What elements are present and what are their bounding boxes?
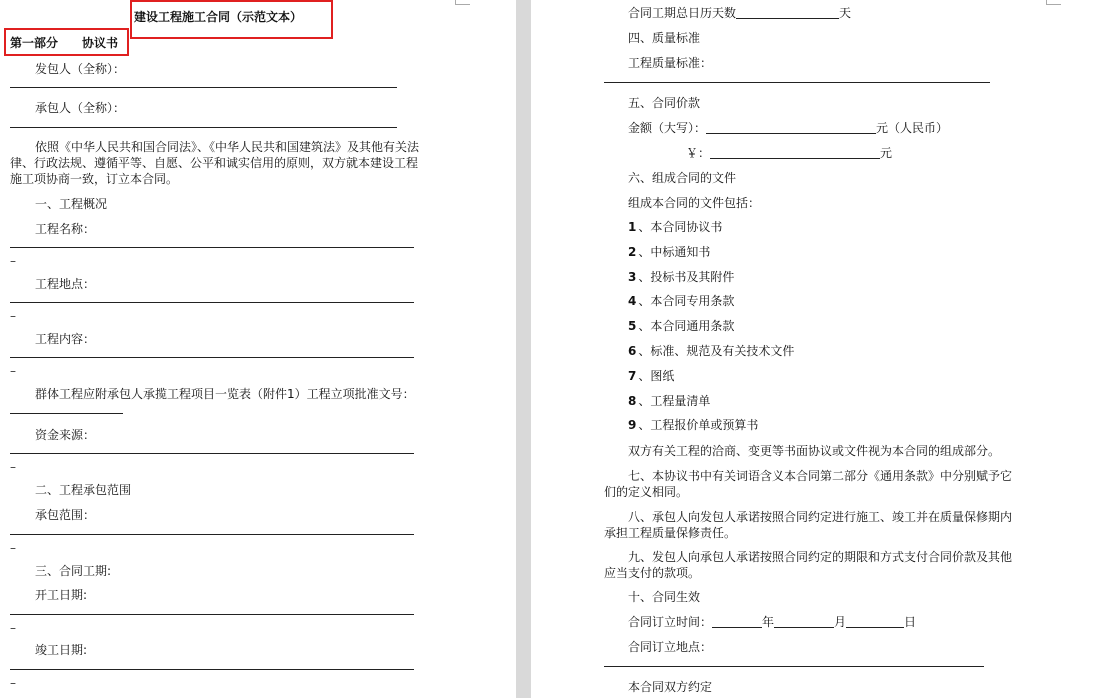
line-marker: – bbox=[10, 254, 16, 268]
contract-doc-text: 、本合同协议书 bbox=[638, 220, 723, 234]
contract-doc-text: 、图纸 bbox=[638, 368, 675, 383]
contract-doc-text: 、本合同专用条款 bbox=[638, 294, 735, 309]
contract-doc-item bbox=[628, 369, 674, 383]
contract-doc-number: 2 bbox=[628, 244, 637, 259]
contract-doc-number: 9 bbox=[628, 418, 637, 433]
intro-paragraph: 依照《中华人民共和国合同法》、《中华人民共和国建筑法》及其他有关法律、行政法规、遵循平等、自愿、公平和诚实信用的原则，双方就本建设工程施工项协商一致，订立本合同。 bbox=[10, 140, 420, 186]
sign-time-label: 合同订立时间： bbox=[628, 615, 713, 629]
employer-label: 发包人（全称）： bbox=[35, 62, 126, 76]
contract-doc-number: 1 bbox=[628, 220, 637, 234]
section-6-heading: 六、组成合同的文件 bbox=[628, 171, 737, 185]
approval-number-line[interactable] bbox=[10, 413, 123, 414]
project-name-label: 工程名称： bbox=[35, 222, 96, 236]
sign-year-field[interactable] bbox=[712, 615, 762, 628]
docs-intro: 组成本合同的文件包括： bbox=[628, 196, 761, 210]
sign-place-line[interactable] bbox=[604, 666, 984, 667]
section-8-paragraph: 八、承包人向发包人承诺按照合同约定进行施工、竣工并在质量保修期内承担工程质量保修责任。 bbox=[604, 510, 1013, 540]
amount-upper-unit: 元（人民币） bbox=[876, 121, 949, 135]
contract-doc-item bbox=[628, 394, 710, 408]
contract-doc-number: 7 bbox=[628, 368, 637, 383]
project-content-line[interactable] bbox=[10, 357, 414, 358]
section-7-paragraph: 七、本协议书中有关词语含义本合同第二部分《通用条款》中分别赋予它们的定义相同。 bbox=[604, 469, 1013, 499]
total-days-unit: 天 bbox=[839, 6, 852, 20]
project-content-label: 工程内容： bbox=[35, 332, 96, 346]
contract-doc-number: 8 bbox=[628, 393, 637, 408]
total-days-label: 合同工期总日历天数 bbox=[628, 6, 737, 20]
sign-place-label: 合同订立地点： bbox=[628, 640, 713, 654]
employer-fill-line[interactable] bbox=[10, 87, 397, 88]
section-2-heading: 二、工程承包范围 bbox=[35, 483, 132, 497]
project-location-label: 工程地点： bbox=[35, 277, 96, 291]
contract-doc-item bbox=[628, 245, 710, 259]
contract-doc-item bbox=[628, 344, 794, 358]
completion-date-label: 竣工日期: bbox=[35, 643, 88, 657]
line-marker: – bbox=[10, 541, 16, 555]
total-days-line bbox=[628, 6, 851, 20]
section-3-heading: 三、合同工期: bbox=[35, 564, 112, 578]
contract-doc-text: 、工程报价单或预算书 bbox=[638, 418, 759, 433]
document-title: 建设工程施工合同（示范文本） bbox=[134, 10, 303, 24]
contract-doc-text: 、中标通知书 bbox=[638, 244, 711, 259]
contract-doc-text: 、标准、规范及有关技术文件 bbox=[638, 344, 795, 358]
completion-date-line[interactable] bbox=[10, 669, 414, 670]
total-days-field[interactable] bbox=[736, 6, 839, 19]
scope-label: 承包范围： bbox=[35, 508, 96, 522]
section-5-heading: 五、合同价款 bbox=[628, 96, 701, 110]
document-page-right bbox=[531, 0, 1104, 698]
contract-doc-number: 6 bbox=[628, 344, 637, 358]
contract-doc-item bbox=[628, 294, 734, 308]
line-marker: – bbox=[10, 621, 16, 635]
funding-label: 资金来源： bbox=[35, 428, 96, 442]
section-4-heading: 四、质量标准 bbox=[628, 31, 701, 45]
year-label: 年 bbox=[762, 615, 775, 629]
contract-doc-item bbox=[628, 319, 734, 333]
line-marker: – bbox=[10, 364, 16, 378]
line-marker: – bbox=[10, 460, 16, 474]
start-date-line[interactable] bbox=[10, 614, 414, 615]
contract-doc-item bbox=[628, 418, 758, 432]
contract-doc-number: 4 bbox=[628, 294, 637, 309]
highlight-box-title bbox=[130, 0, 333, 39]
agreement-line: 本合同双方约定 bbox=[628, 680, 713, 694]
section-9-paragraph: 九、发包人向承包人承诺按照合同约定的期限和方式支付合同价款及其他应当支付的款项。 bbox=[604, 550, 1013, 580]
page-corner-mark bbox=[455, 0, 470, 5]
funding-line[interactable] bbox=[10, 453, 414, 454]
amount-upper-line bbox=[628, 121, 948, 135]
contract-doc-item bbox=[628, 270, 734, 284]
contractor-fill-line[interactable] bbox=[10, 127, 397, 128]
sign-time-line bbox=[628, 615, 916, 629]
docs-note: 双方有关工程的洽商、变更等书面协议或文件视为本合同的组成部分。 bbox=[628, 444, 1001, 458]
quality-standard-line[interactable] bbox=[604, 82, 990, 83]
document-page-left bbox=[0, 0, 516, 698]
section-1-heading: 一、工程概况 bbox=[35, 197, 108, 211]
yen-unit: 元 bbox=[880, 146, 893, 160]
project-name-line[interactable] bbox=[10, 247, 414, 248]
contract-doc-text: 、投标书及其附件 bbox=[638, 269, 735, 284]
part-title: 第一部分 协议书 bbox=[10, 36, 119, 50]
month-label: 月 bbox=[834, 615, 847, 629]
sign-month-field[interactable] bbox=[774, 615, 834, 628]
yen-label: ￥： bbox=[686, 146, 711, 160]
section-10-heading: 十、合同生效 bbox=[628, 590, 701, 604]
amount-upper-field[interactable] bbox=[706, 121, 876, 134]
sign-day-field[interactable] bbox=[846, 615, 904, 628]
contract-doc-text: 、工程量清单 bbox=[638, 393, 711, 408]
yen-field[interactable] bbox=[710, 146, 880, 159]
page-corner-mark bbox=[1046, 0, 1061, 5]
start-date-label: 开工日期: bbox=[35, 588, 88, 602]
quality-standard-label: 工程质量标准： bbox=[628, 56, 713, 70]
contract-doc-item bbox=[628, 220, 722, 234]
day-label: 日 bbox=[904, 615, 917, 629]
contract-doc-number: 5 bbox=[628, 319, 637, 334]
amount-upper-label: 金额（大写）： bbox=[628, 121, 707, 135]
group-project-label: 群体工程应附承包人承揽工程项目一览表（附件1）工程立项批准文号： bbox=[35, 387, 415, 401]
contractor-label: 承包人（全称）： bbox=[35, 101, 126, 115]
line-marker: – bbox=[10, 676, 16, 690]
project-location-line[interactable] bbox=[10, 302, 414, 303]
page-gutter bbox=[516, 0, 531, 698]
contract-doc-number: 3 bbox=[628, 269, 637, 284]
highlight-box-part bbox=[4, 28, 129, 56]
line-marker: – bbox=[10, 309, 16, 323]
scope-line[interactable] bbox=[10, 534, 414, 535]
contract-doc-text: 、本合同通用条款 bbox=[638, 319, 735, 334]
amount-yen-line bbox=[686, 146, 892, 160]
